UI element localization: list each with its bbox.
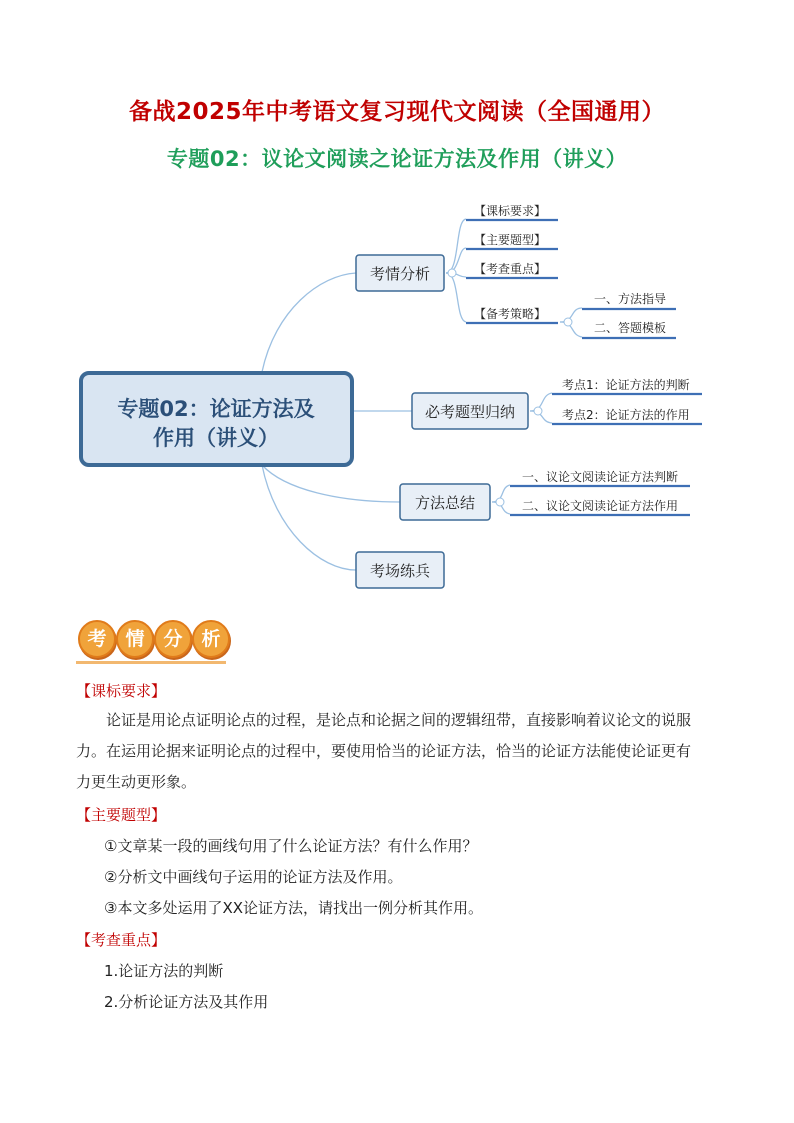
leaf-kebiao: 【课标要求】 — [474, 204, 547, 218]
badge-char: 考 — [78, 620, 116, 658]
badge-char: 分 — [154, 620, 192, 658]
branch-fangfa — [400, 484, 504, 520]
key-points-heading: 【考查重点】 — [76, 931, 167, 949]
leaf-method-effect: 二、议论文阅读论证方法作用 — [522, 499, 679, 513]
badge-underline — [76, 661, 226, 664]
badge-char: 析 — [192, 620, 230, 658]
question-type-item: ③本文多处运用了XX论证方法，请找出一例分析其作用。 — [104, 899, 484, 917]
root-line-1: 专题02：论证方法及 — [117, 397, 315, 421]
leaf-fangfa-zhidao: 一、方法指导 — [594, 292, 667, 306]
leaf-method-judge: 一、议论文阅读论证方法判断 — [522, 470, 679, 484]
mind-map — [0, 190, 794, 600]
branch-fangfa-label: 方法总结 — [414, 494, 476, 512]
branch-kaochang-label: 考场练兵 — [369, 562, 431, 580]
leaf-celue: 【备考策略】 — [474, 307, 547, 321]
branch-kaochang — [356, 552, 444, 588]
branch-kaoqing-label: 考情分析 — [369, 265, 431, 283]
section-badge — [76, 620, 226, 666]
leaf-dati-muban: 二、答题模板 — [594, 321, 667, 335]
leaf-zhongdian: 【考查重点】 — [474, 262, 547, 276]
leaf-kaodian-1: 考点1：论证方法的判断 — [562, 378, 690, 392]
document-title: 备战2025年中考语文复习现代文阅读（全国通用） — [128, 99, 665, 125]
branch-kaoqing — [356, 255, 456, 291]
document-subtitle: 专题02：议论文阅读之论证方法及作用（讲义） — [166, 147, 628, 171]
question-type-item: ①文章某一段的画线句用了什么论证方法？有什么作用？ — [104, 837, 478, 855]
key-point-item: 2.分析论证方法及其作用 — [104, 993, 269, 1011]
branch-bikao-label: 必考题型归纳 — [424, 403, 516, 421]
curriculum-line-1: 论证是用论点证明论点的过程，是论点和论据之间的逻辑纽带，直接影响着议论文的说服 — [106, 711, 692, 729]
leaf-kaodian-2: 考点2：论证方法的作用 — [562, 408, 690, 422]
key-point-item: 1.论证方法的判断 — [104, 962, 224, 980]
root-line-2: 作用（讲义） — [153, 426, 279, 450]
mind-map-root — [81, 373, 352, 465]
leaf-tixing: 【主要题型】 — [474, 233, 547, 247]
branch-bikao — [412, 393, 542, 429]
curriculum-line-2: 力。在运用论据来证明论点的过程中，要使用恰当的论证方法，恰当的论证方法能使论证更有 — [76, 742, 692, 760]
curriculum-line-3: 力更生动更形象。 — [76, 773, 197, 791]
question-type-item: ②分析文中画线句子运用的论证方法及作用。 — [104, 868, 403, 886]
question-types-heading: 【主要题型】 — [76, 806, 167, 824]
curriculum-heading: 【课标要求】 — [76, 682, 167, 700]
badge-char: 情 — [116, 620, 154, 658]
